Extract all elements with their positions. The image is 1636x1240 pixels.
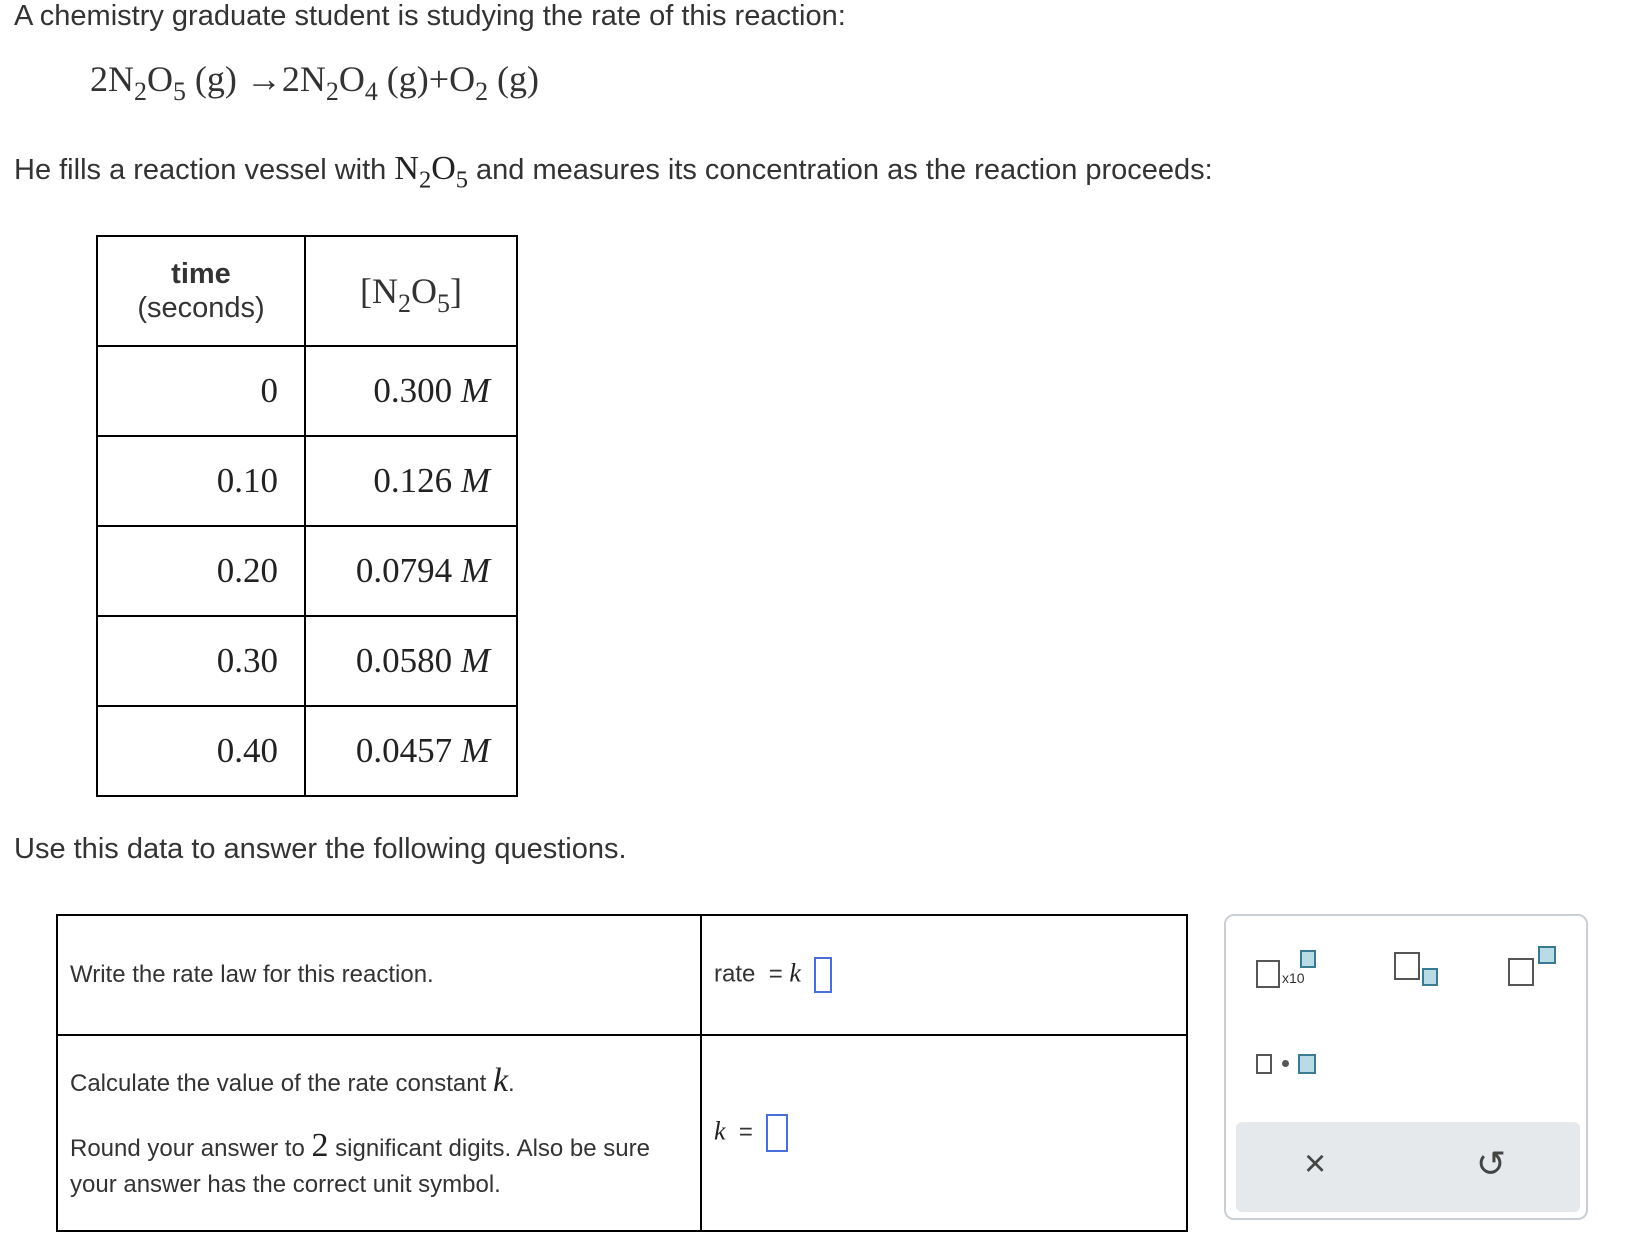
conc-cell — [305, 526, 517, 616]
undo-icon[interactable]: ↺ — [1476, 1143, 1507, 1184]
reaction-equation — [90, 58, 540, 107]
equals-sign: = — [738, 1118, 753, 1146]
base-box-icon — [1508, 958, 1534, 986]
intro-text: He fills a reaction vessel with — [14, 154, 387, 186]
intro-line-2 — [14, 150, 1213, 194]
eq-phase: (g) — [194, 59, 237, 99]
rate-law-input[interactable] — [814, 957, 832, 993]
conc-cell — [305, 346, 517, 436]
rate-law-answer-cell — [701, 915, 1187, 1035]
sig-digits: 2 — [311, 1127, 329, 1164]
time-cell: 0.40 — [97, 706, 305, 796]
time-cell: 0.10 — [97, 436, 305, 526]
eq-species: N — [299, 59, 326, 99]
conc-value: 0.126 — [373, 461, 453, 500]
right-box-icon — [1298, 1054, 1316, 1074]
time-cell: 0.30 — [97, 616, 305, 706]
eq-species: N — [108, 59, 134, 99]
eq-coef: 2 — [281, 59, 300, 99]
time-cell: 0 — [97, 346, 305, 436]
table-header-row — [97, 236, 517, 346]
x10-label: x10 — [1282, 970, 1305, 986]
superscript-box-icon — [1538, 946, 1556, 964]
close-icon[interactable]: × — [1304, 1143, 1327, 1185]
formula-n: N — [394, 150, 419, 187]
prompt-text: significant digits. Also be sure your answer has the correct unit symbol. — [70, 1135, 650, 1198]
conc-header-formula — [360, 271, 462, 319]
conc-value: 0.0580 — [355, 641, 453, 680]
concentration-header — [305, 236, 517, 346]
table-row — [97, 616, 517, 706]
k-symbol: k — [714, 1116, 726, 1146]
conc-value: 0.0457 — [355, 731, 453, 770]
prompt-text: Round your answer to — [70, 1135, 305, 1162]
time-header — [97, 236, 305, 346]
question-table — [56, 914, 1188, 1232]
math-tool-palette — [1224, 914, 1588, 1220]
prompt-period: . — [508, 1070, 515, 1097]
eq-species: O — [449, 59, 476, 99]
conc-unit: M — [460, 731, 490, 770]
left-box-icon — [1256, 1054, 1272, 1074]
table-row — [97, 706, 517, 796]
conc-value: 0.0794 — [355, 551, 453, 590]
concentration-table — [96, 235, 518, 797]
intro-text: and measures its concentration as the reaction proceeds: — [476, 154, 1213, 186]
table-row — [97, 436, 517, 526]
formula-sub: 2 — [418, 166, 432, 194]
eq-species: O — [338, 59, 365, 99]
equals-sign: = — [768, 960, 783, 988]
formula-o: O — [431, 150, 456, 187]
time-header-label: time — [171, 258, 231, 290]
inline-formula — [394, 150, 468, 194]
eq-subscript: 2 — [325, 77, 339, 107]
followup-text: Use this data to answer the following questions. — [14, 833, 627, 865]
eq-phase: (g) — [386, 59, 429, 99]
eq-phase: (g) — [497, 59, 540, 99]
exponent-box-icon — [1300, 950, 1316, 968]
conc-unit: M — [460, 551, 490, 590]
formula-o: O — [411, 271, 437, 311]
formula-n: N — [372, 271, 399, 311]
eq-subscript: 5 — [172, 77, 186, 107]
prompt-text: Calculate the value of the rate constant — [70, 1070, 487, 1097]
multiply-dot-button[interactable] — [1256, 1050, 1320, 1078]
rate-constant-input[interactable] — [766, 1114, 788, 1152]
question-row — [57, 1035, 1187, 1231]
table-row — [97, 526, 517, 616]
rate-law-prompt: Write the rate law for this reaction. — [57, 915, 701, 1035]
base-box-icon — [1256, 960, 1280, 988]
rate-constant-prompt — [57, 1035, 701, 1231]
eq-coef: 2 — [90, 59, 108, 99]
conc-unit: M — [460, 641, 490, 680]
conc-cell — [305, 436, 517, 526]
question-row — [57, 915, 1187, 1035]
subscript-button[interactable] — [1394, 950, 1446, 992]
time-cell: 0.20 — [97, 526, 305, 616]
eq-subscript: 2 — [475, 77, 489, 107]
k-symbol: k — [492, 1062, 509, 1099]
dot-icon — [1282, 1060, 1289, 1067]
spacer — [70, 1102, 688, 1128]
time-header-unit: (seconds) — [137, 292, 265, 324]
bracket-close: ] — [449, 271, 462, 311]
rate-label: rate — [714, 960, 756, 988]
conc-cell — [305, 706, 517, 796]
formula-sub: 5 — [437, 289, 450, 319]
base-box-icon — [1394, 952, 1420, 980]
table-row — [97, 346, 517, 436]
formula-sub: 5 — [455, 166, 468, 194]
scientific-notation-button[interactable] — [1256, 950, 1318, 992]
eq-species: O — [146, 59, 173, 99]
k-symbol: k — [789, 958, 801, 988]
action-bar — [1236, 1122, 1580, 1212]
eq-subscript: 2 — [134, 77, 147, 107]
bracket-open: [ — [360, 271, 373, 311]
superscript-button[interactable] — [1508, 946, 1562, 992]
conc-unit: M — [460, 371, 490, 410]
eq-subscript: 4 — [364, 77, 378, 107]
subscript-box-icon — [1422, 968, 1438, 986]
rate-constant-answer-cell — [701, 1035, 1187, 1231]
conc-cell — [305, 616, 517, 706]
intro-line: A chemistry graduate student is studying the rate of this reaction: — [14, 0, 846, 32]
reaction-arrow: → — [245, 59, 282, 99]
formula-sub: 2 — [398, 289, 411, 319]
conc-value: 0.300 — [373, 371, 453, 410]
conc-unit: M — [460, 461, 490, 500]
eq-plus: + — [428, 59, 450, 99]
